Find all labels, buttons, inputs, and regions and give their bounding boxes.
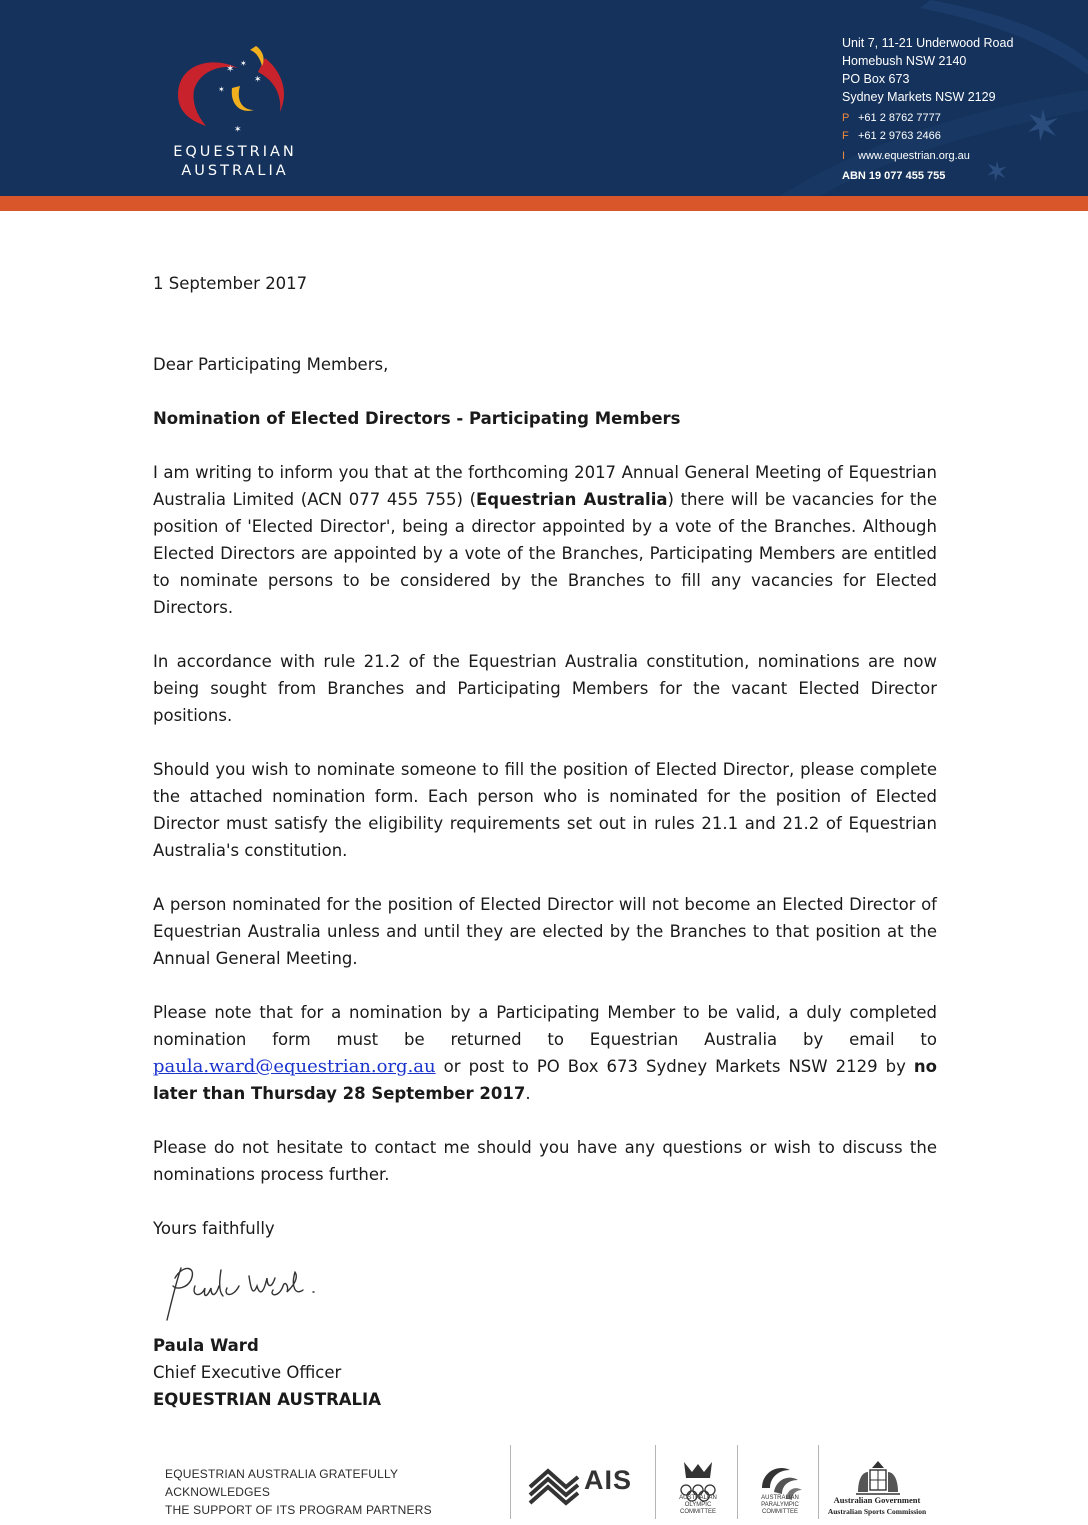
defined-term: Equestrian Australia [476, 490, 668, 509]
horse-logo-icon [170, 40, 300, 140]
footer-divider [655, 1445, 656, 1519]
paragraph-text: or post to PO Box 673 Sydney Markets NSW 2129 by [435, 1057, 914, 1076]
ack-line: EQUESTRIAN AUSTRALIA GRATEFULLY ACKNOWLEDGES [165, 1467, 398, 1499]
svg-text:✶: ✶ [234, 125, 242, 135]
salutation: Dear Participating Members, [153, 355, 389, 374]
paralympic-committee-caption: AUSTRALIAN PARALYMPIC COMMITTEE [761, 1495, 799, 1515]
letter-body [153, 270, 937, 1413]
phone-number: +61 2 8762 7777 [858, 112, 941, 124]
handwritten-signature [161, 1256, 341, 1326]
address-line: Unit 7, 11-21 Underwood Road [842, 36, 1014, 50]
fax-number: +61 2 9763 2466 [858, 130, 941, 142]
paragraph-deadline [153, 999, 937, 1107]
logo-wordmark-line2: AUSTRALIA [181, 163, 289, 179]
ais-logo-text: AIS [584, 1465, 633, 1495]
paragraph-nomination-form: Should you wish to nominate someone to fill the position of Elected Director, please complete the attached nomination form. Each person who is nominated for the position of Elected Director must satisfy the eligibility requirements set out in rules 21.1 and 21.2 of Equestrian Australia's constitution. [153, 760, 937, 860]
paragraph-contact: Please do not hesitate to contact me should you have any questions or wish to discuss the nominations process further. [153, 1138, 937, 1184]
closing: Yours faithfully [153, 1219, 275, 1238]
paragraph-text: ) there will be vacancies for the position of 'Elected Director', being a director appointed by a vote of the Branches. Although Elected Directors are appointed by a vote of the Branches, Participating Members are entitled to nominate persons to be considered by the Branches to fill any vacancies for Elected Directors. [153, 490, 937, 617]
address-line: Sydney Markets NSW 2129 [842, 90, 996, 104]
phone-prefix: P [842, 112, 850, 124]
svg-text:✶: ✶ [254, 75, 262, 85]
star-icon [1026, 108, 1060, 142]
ais-mark-icon [526, 1443, 582, 1523]
letter-subject: Nomination of Elected Directors - Participating Members [153, 409, 681, 428]
address-line: Homebush NSW 2140 [842, 54, 967, 68]
paragraph-text: I am writing to inform you that at the forthcoming 2017 Annual General Meeting of Equestrian Australia Limited (ACN 077 455 755) ( [153, 463, 937, 509]
signatory-title: Chief Executive Officer [153, 1363, 342, 1382]
email-link[interactable]: paula.ward@equestrian.org.au [153, 1056, 436, 1077]
fax-prefix: F [842, 130, 849, 142]
partner-acknowledgement [165, 1465, 505, 1519]
svg-text:✶: ✶ [240, 59, 247, 68]
deadline-text: no later than Thursday 28 September 2017 [153, 1057, 937, 1103]
abn-line: ABN 19 077 455 755 [842, 170, 946, 182]
footer-divider [510, 1445, 511, 1519]
address-line: PO Box 673 [842, 72, 910, 86]
logo-wordmark-line1: EQUESTRIAN [173, 144, 297, 160]
paragraph-text: Please note that for a nomination by a Participating Member to be valid, a duly completed nomination form must be returned to Equestrian Australia by email to [153, 1003, 937, 1049]
gov-caption-line2: Australian Sports Commission [827, 1507, 927, 1516]
svg-text:✶: ✶ [226, 64, 235, 75]
paragraph-nominations-sought: In accordance with rule 21.2 of the Equestrian Australia constitution, nominations are now being sought from Branches and Participating Members for the vacant Elected Director positions. [153, 652, 937, 725]
web-prefix: I [842, 150, 846, 162]
letter-date: 1 September 2017 [153, 274, 308, 293]
signatory-organisation: EQUESTRIAN AUSTRALIA [153, 1390, 381, 1409]
letterhead-banner [0, 0, 1088, 196]
partner-footer [0, 1443, 1088, 1523]
ack-line: THE SUPPORT OF ITS PROGRAM PARTNERS [165, 1503, 432, 1517]
website-url: www.equestrian.org.au [858, 150, 970, 162]
paragraph-vacancies [153, 459, 937, 621]
gov-caption-line1: Australian Government [833, 1495, 921, 1505]
olympic-committee-caption: AUSTRALIAN OLYMPIC COMMITTEE [679, 1495, 717, 1515]
equestrian-australia-logo [150, 40, 320, 190]
signatory-name: Paula Ward [153, 1336, 259, 1355]
footer-divider [737, 1445, 738, 1519]
paragraph-election: A person nominated for the position of Elected Director will not become an Elected Director of Equestrian Australia unless and until they are elected by the Branches to that position at the Annual General Meeting. [153, 895, 937, 968]
footer-divider [818, 1445, 819, 1519]
svg-text:✶: ✶ [218, 85, 225, 94]
paragraph-text: . [525, 1084, 531, 1103]
header-orange-stripe [0, 196, 1088, 211]
star-icon [986, 160, 1008, 182]
web-line [842, 147, 1062, 165]
